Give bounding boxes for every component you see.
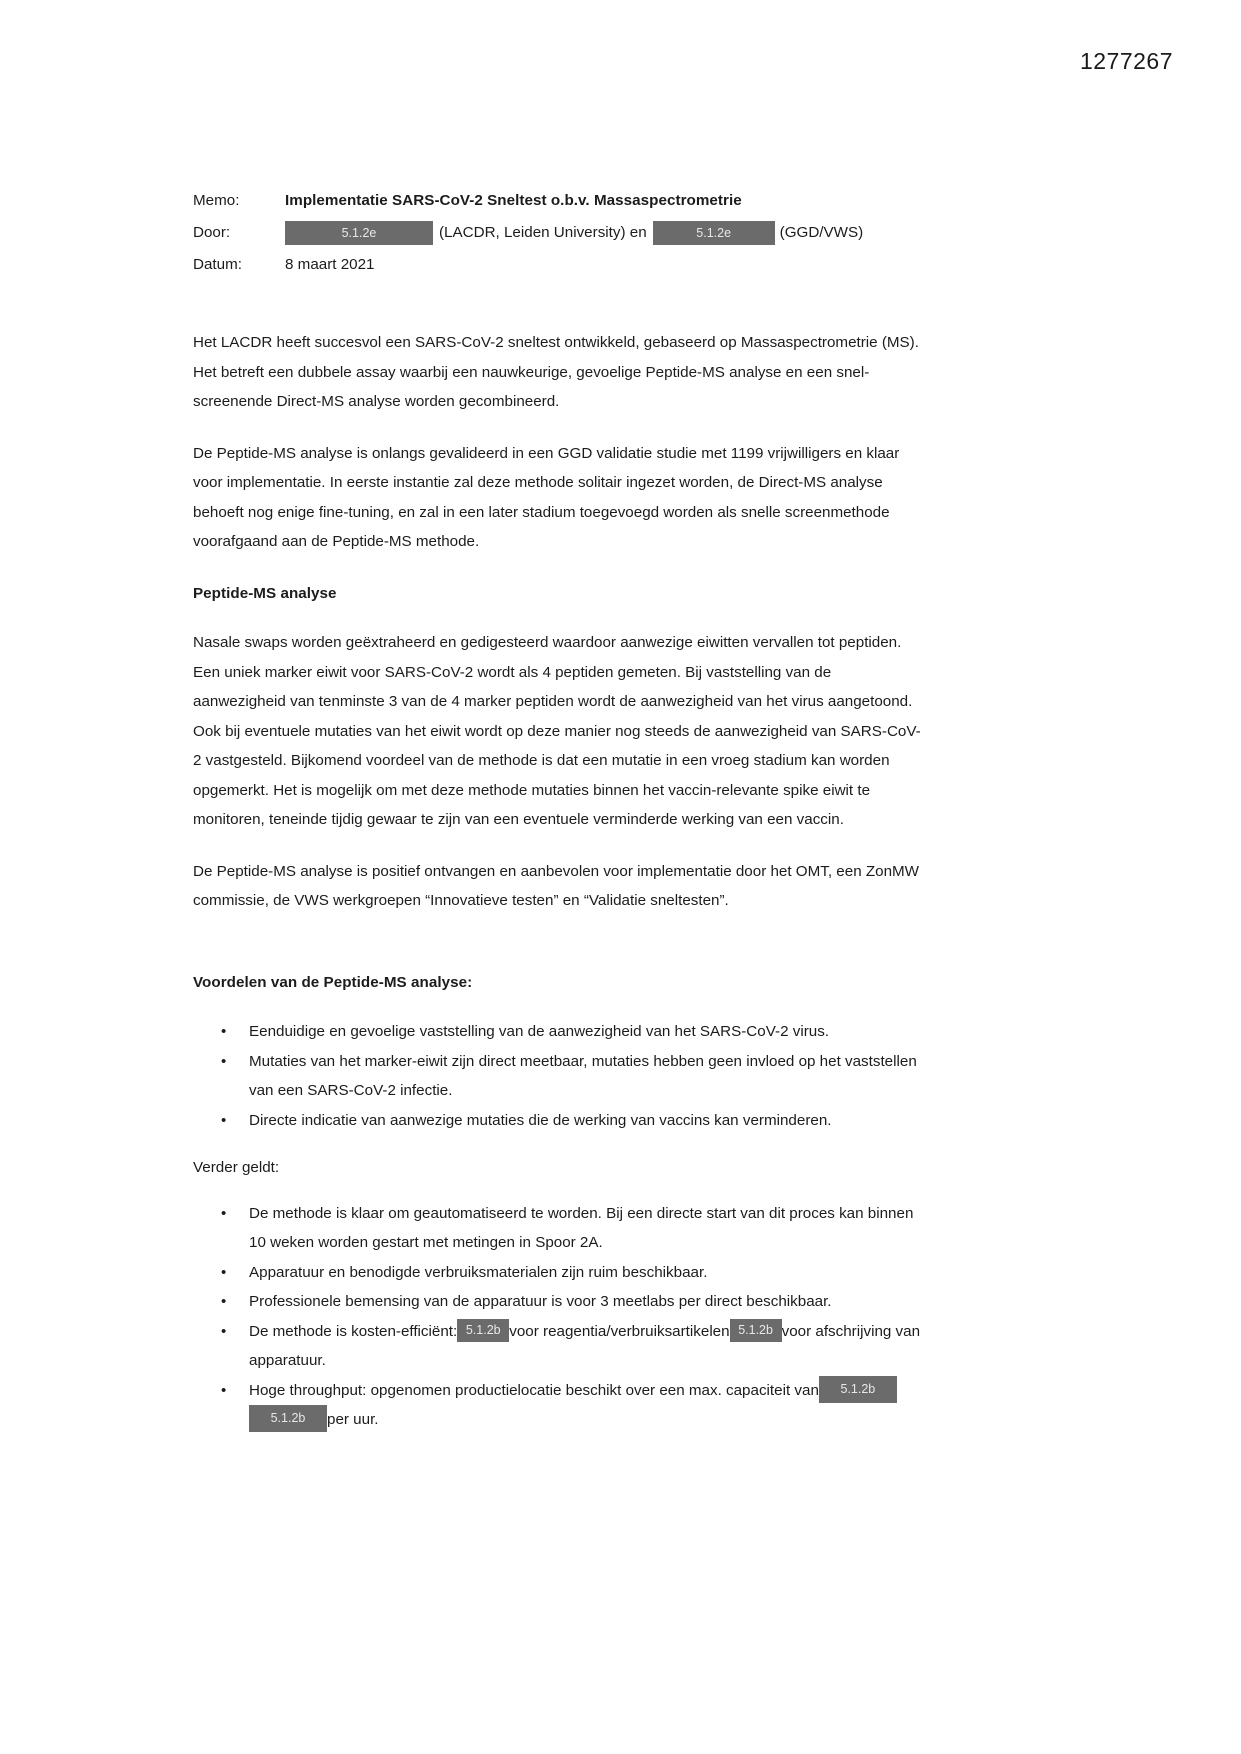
list-item [193, 1106, 928, 1136]
bullet-dot-icon: • [221, 1381, 227, 1399]
verder-geldt-label: Verder geldt: [193, 1159, 280, 1176]
bullet-dot-icon: • [221, 1322, 227, 1340]
bullet-dot-icon: • [221, 1263, 227, 1281]
list-item [193, 1017, 928, 1047]
voordelen-bullet-list [193, 1017, 928, 1135]
memo-label-subject: Memo: [193, 192, 240, 210]
paragraph-validation: De Peptide-MS analyse is onlangs gevalideerd in een GGD validatie studie met 1199 vrijwilligers en klaar voor implementatie. In eerste instantie zal deze methode solitair ingezet worden, de Direct-MS analyse behoeft nog enige fine-tuning, en zal in een later stadium toegevoegd worden als snelle screenmethode voorafgaand aan de Peptide-MS methode. [193, 444, 900, 550]
bullet-dot-icon: • [221, 1023, 227, 1040]
redaction-box-cost-1: 5.1.2b [457, 1319, 509, 1342]
paragraph-peptide-method: Nasale swaps worden geëxtraheerd en gedigesteerd waardoor aanwezige eiwitten vervallen tot peptiden. Een uniek marker eiwit voor SARS-CoV-2 wordt als 4 peptiden gemeten. Bij vaststelling van de aanwezigheid van tenminste 3 van de 4 marker peptiden wordt de aanwezigheid van het virus aangetoond. Ook bij eventuele mutaties van het eiwit wordt op deze manier nog steeds de aanwezigheid van SARS-CoV-2 vastgesteld. Bijkomend voordeel van de methode is dat een mutatie in een vroeg stadium kan worden opgemerkt. Het is mogelijk om met deze methode mutaties binnen het vaccin-relevante spike eiwit te monitoren, teneinde tijdig gewaar te zijn van een eventuele verminderde werking van een vaccin. [193, 634, 921, 828]
memo-row-date [193, 250, 928, 280]
memo-author-affiliation-2: (GGD/VWS) [779, 224, 864, 242]
list-item-throughput [193, 1376, 928, 1435]
memo-header [193, 186, 928, 280]
redaction-box-cost-2: 5.1.2b [730, 1319, 782, 1342]
list-item-text: De methode is klaar om geautomatiseerd te worden. Bij een directe start van dit proces kan binnen 10 weken worden gestart met metingen in Spoor 2A. [249, 1204, 914, 1251]
paragraph-endorsement: De Peptide-MS analyse is positief ontvangen en aanbevolen voor implementatie door het OMT, een ZonMW commissie, de VWS werkgroepen “Innovatieve testen” en “Validatie sneltesten”. [193, 862, 920, 909]
redaction-box-throughput-1: 5.1.2b [819, 1376, 897, 1403]
section-spacer [193, 938, 928, 968]
list-item-text: Eenduidige en gevoelige vaststelling van de aanwezigheid van het SARS-CoV-2 virus. [249, 1023, 830, 1040]
list-item [193, 1199, 928, 1258]
bullet-dot-icon: • [221, 1052, 227, 1070]
list-item [193, 1258, 928, 1288]
verder-bullet-list [193, 1199, 928, 1435]
memo-label-date: Datum: [193, 256, 242, 274]
list-item-text-part-4: afschrijving van apparatuur. [249, 1322, 921, 1369]
heading-peptide-ms: Peptide-MS analyse [193, 584, 337, 602]
memo-value-date: 8 maart 2021 [285, 256, 375, 274]
list-item [193, 1287, 928, 1317]
paragraph-intro: Het LACDR heeft succesvol een SARS-CoV-2 sneltest ontwikkeld, gebaseerd op Massaspectrometrie (MS). Het betreft een dubbele assay waarbij een nauwkeurige, gevoelige Peptide-MS analyse en een snel-screenende Direct-MS analyse worden gecombineerd. [193, 334, 919, 410]
memo-value-subject: Implementatie SARS-CoV-2 Sneltest o.b.v. Massaspectrometrie [285, 192, 742, 210]
list-item-text: Mutaties van het marker-eiwit zijn direct meetbaar, mutaties hebben geen invloed op het vaststellen van een SARS-CoV-2 infectie. [249, 1052, 917, 1099]
redaction-box-author-1: 5.1.2e [285, 221, 433, 245]
list-item-text: Apparatuur en benodigde verbruiksmaterialen zijn ruim beschikbaar. [249, 1263, 708, 1281]
bullet-dot-icon: • [221, 1204, 227, 1222]
redaction-box-throughput-2: 5.1.2b [249, 1405, 327, 1432]
memo-label-author: Door: [193, 224, 231, 242]
list-item-text-part-2: per uur. [327, 1411, 379, 1428]
memo-row-subject [193, 186, 928, 216]
list-item [193, 1047, 928, 1106]
memo-author-affiliation-1: (LACDR, Leiden University) en [439, 224, 647, 242]
redaction-box-author-2: 5.1.2e [653, 221, 775, 245]
document-content [193, 186, 928, 1453]
bullet-dot-icon: • [221, 1111, 227, 1129]
page-number: 1277267 [1079, 48, 1173, 74]
list-item-text-part-2: voor reagentia/verbruiksartikelen [509, 1322, 730, 1340]
list-item-text: Professionele bemensing van de apparatuur is voor 3 meetlabs per direct beschikbaar. [249, 1293, 832, 1310]
memo-value-author [285, 218, 863, 248]
list-item-text-part-3: voor [781, 1322, 812, 1340]
list-item-cost [193, 1317, 928, 1376]
list-item-text: Directe indicatie van aanwezige mutaties die de werking van vaccins kan verminderen. [249, 1111, 832, 1129]
list-item-text-part-1: Hoge throughput: opgenomen productielocatie beschikt over een max. capaciteit van [249, 1381, 819, 1399]
bullet-dot-icon: • [221, 1293, 227, 1310]
heading-voordelen: Voordelen van de Peptide-MS analyse: [193, 973, 473, 991]
header-body-spacer [193, 282, 928, 328]
list-item-text-part-1: De methode is kosten-efficiënt: [249, 1322, 458, 1340]
memo-row-author [193, 218, 928, 248]
